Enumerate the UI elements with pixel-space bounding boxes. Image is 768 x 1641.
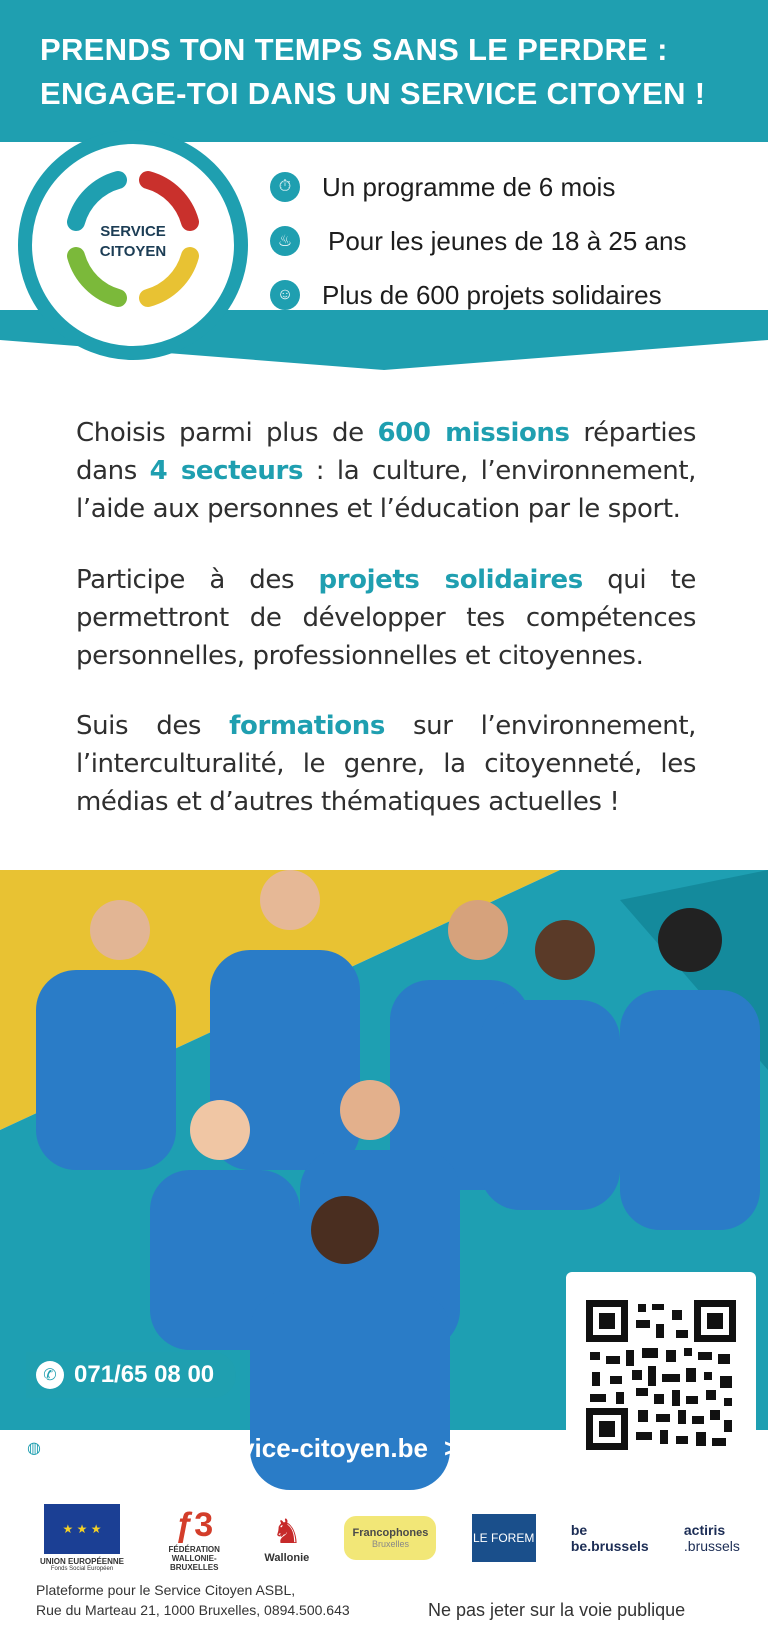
qr-code-icon[interactable] [586, 1300, 736, 1450]
text: Suis des [76, 711, 230, 741]
phone-badge[interactable] [26, 1352, 236, 1398]
fwb-label: FÉDÉRATION WALLONIE-BRUXELLES [168, 1544, 220, 1572]
paragraph-projects [76, 561, 696, 675]
phone-icon: ✆ [36, 1361, 64, 1389]
stopwatch-icon: ⏱ [270, 172, 300, 202]
highlight: 600 missions [377, 418, 570, 448]
wallonie-label: Wallonie [264, 1552, 310, 1564]
forem-label: LE FOREM [472, 1514, 536, 1562]
fwb-icon: ƒ3 [175, 1505, 214, 1544]
be-label: be [570, 1522, 588, 1538]
partner-logos [40, 1502, 740, 1574]
globe-icon: ◍ [20, 1434, 48, 1462]
footer-address [36, 1580, 350, 1620]
feature-projects [270, 268, 740, 322]
highlight: projets solidaires [318, 565, 583, 595]
logo-line-2: CITOYEN [99, 243, 167, 260]
feature-list [270, 160, 740, 322]
qr-code-panel[interactable] [566, 1272, 756, 1482]
actiris-logo [684, 1522, 740, 1554]
title-line-1: PRENDS TON TEMPS SANS LE PERDRE : [40, 32, 668, 67]
logo-line-1: SERVICE [100, 223, 166, 240]
highlight: 4 secteurs [149, 456, 304, 486]
text: Participe à des [76, 565, 319, 595]
phone-number[interactable]: 071/65 08 00 [74, 1361, 215, 1388]
eu-logo [40, 1504, 124, 1572]
paragraph-trainings [76, 707, 696, 821]
francophones-badge [344, 1516, 436, 1560]
header-banner [0, 0, 768, 142]
be-brussels-logo [571, 1522, 649, 1554]
feature-age [270, 214, 740, 268]
highlight: formations [229, 711, 385, 741]
eu-sublabel: Fonds Social Européen [50, 1566, 114, 1572]
feature-text: Un programme de 6 mois [322, 171, 616, 202]
francophones-label: Francophones [352, 1527, 429, 1539]
be-brussels-text [571, 1522, 649, 1554]
fwb-logo [159, 1505, 229, 1572]
actiris-sublabel: .brussels [683, 1538, 740, 1554]
eu-flag-icon: ★ ★ ★ [44, 1504, 120, 1554]
page-title [40, 28, 740, 116]
wallonie-logo [264, 1512, 309, 1564]
forem-logo [472, 1514, 536, 1562]
website-link[interactable] [20, 1422, 560, 1474]
eu-label: UNION EUROPÉENNE [40, 1557, 125, 1566]
feature-text: Pour les jeunes de 18 à 25 ans [328, 225, 687, 256]
text: sur l’environnement, l’interculturalité, le genre, la citoyenneté, les médias et d’autres thématiques actuelles ! [76, 711, 696, 817]
francophones-sublabel: Bruxelles [371, 1539, 409, 1549]
be-brussels-label: be.brussels [570, 1538, 649, 1554]
footer-line-2: Rue du Marteau 21, 1000 Bruxelles, 0894.500.643 [36, 1602, 350, 1618]
chevron-right-icon: >> [443, 1432, 475, 1463]
footer-notice: Ne pas jeter sur la voie publique [428, 1600, 686, 1620]
text: qui te permettront de développer tes compétences personnelles, professionnelles et citoyennes. [76, 565, 696, 671]
rooster-icon: ♞ [271, 1513, 303, 1551]
actiris-label: actiris [683, 1522, 726, 1538]
website-url[interactable]: mamission.service-citoyen.be [58, 1432, 428, 1463]
people-icon: ☺ [270, 280, 300, 310]
text: réparties dans [76, 418, 697, 486]
cake-icon: ♨ [270, 226, 300, 256]
francophones-logo [344, 1516, 436, 1560]
logo-wordmark [32, 222, 234, 262]
service-citoyen-logo [18, 130, 248, 360]
footer-line-1: Plateforme pour le Service Citoyen ASBL, [36, 1582, 296, 1598]
title-line-2: ENGAGE-TOI DANS UN SERVICE CITOYEN ! [40, 76, 706, 111]
text: : la culture, l’environnement, l’aide aux personnes et l’éducation par le sport. [76, 456, 696, 524]
feature-text: Plus de 600 projets solidaires [322, 279, 662, 310]
feature-duration [270, 160, 740, 214]
text: Choisis parmi plus de [76, 418, 378, 448]
actiris-text [684, 1522, 740, 1554]
paragraph-missions [76, 414, 696, 528]
francophones-text [353, 1527, 429, 1549]
